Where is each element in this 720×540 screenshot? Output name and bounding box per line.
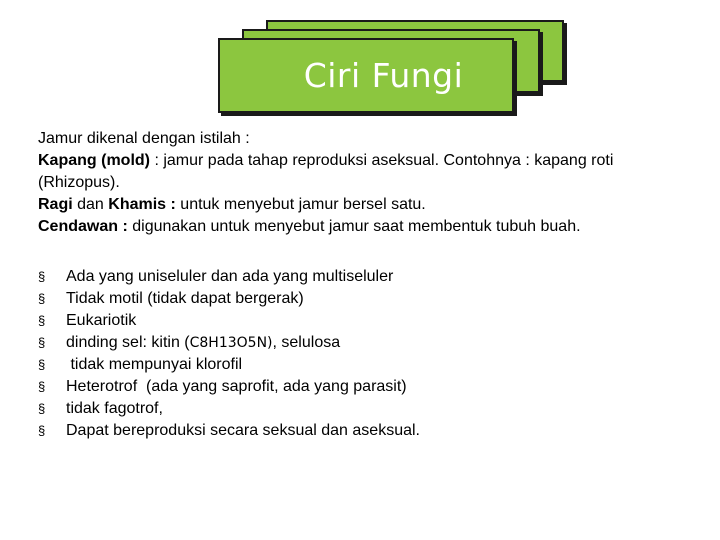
list-item xyxy=(38,288,698,310)
list-item xyxy=(38,354,698,376)
list-item xyxy=(38,266,698,288)
list-item-text: Ada yang uniseluler dan ada yang multiseluler xyxy=(66,268,394,285)
list-item xyxy=(38,420,698,442)
list-item xyxy=(38,332,698,354)
page-title: Ciri Fungi xyxy=(303,56,464,95)
list-item-text xyxy=(66,332,340,354)
list-item-text: tidak fagotrof, xyxy=(66,400,163,417)
list-item-text: Heterotrof (ada yang saprofit, ada yang parasit) xyxy=(66,378,407,395)
square-bullet-icon: § xyxy=(38,313,46,328)
chitin-formula: C8H13O5N) xyxy=(189,335,273,351)
list-item-text: tidak mempunyai klorofil xyxy=(66,356,243,373)
title-card-front xyxy=(218,38,514,113)
ragi-term: Ragi xyxy=(38,196,73,213)
intro-line-1-text: Jamur dikenal dengan istilah : xyxy=(38,130,250,147)
intro-line-kapang-example xyxy=(38,172,698,194)
list-item-text: Eukariotik xyxy=(66,312,137,329)
characteristics-list xyxy=(38,266,698,442)
intro-paragraph xyxy=(38,128,698,238)
intro-line-cendawan xyxy=(38,216,698,238)
khamis-term: Khamis : xyxy=(108,196,176,213)
ragi-and: dan xyxy=(72,196,109,213)
kapang-desc: : jamur pada tahap reproduksi aseksual. Contohnya : kapang roti xyxy=(150,152,614,169)
square-bullet-icon: § xyxy=(38,269,46,284)
square-bullet-icon: § xyxy=(38,423,46,438)
list-item xyxy=(38,376,698,398)
list-item xyxy=(38,398,698,420)
square-bullet-icon: § xyxy=(38,291,46,306)
square-bullet-icon: § xyxy=(38,357,46,372)
kapang-example: (Rhizopus). xyxy=(38,174,120,191)
intro-line-1 xyxy=(38,128,698,150)
list-item xyxy=(38,310,698,332)
title-banner xyxy=(218,18,568,113)
kapang-term: Kapang (mold) xyxy=(38,152,150,169)
list-item-text: Dapat bereproduksi secara seksual dan aseksual. xyxy=(66,422,420,439)
intro-line-ragi xyxy=(38,194,698,216)
list-item-text-suffix: , selulosa xyxy=(272,334,341,351)
square-bullet-icon: § xyxy=(38,379,46,394)
cendawan-desc: digunakan untuk menyebut jamur saat membentuk tubuh buah. xyxy=(127,218,581,235)
list-item-text-prefix: dinding sel: kitin ( xyxy=(66,334,190,351)
cendawan-term: Cendawan : xyxy=(38,218,128,235)
list-item-text: Tidak motil (tidak dapat bergerak) xyxy=(66,290,304,307)
square-bullet-icon: § xyxy=(38,335,46,350)
ragi-desc: untuk menyebut jamur bersel satu. xyxy=(175,196,426,213)
intro-line-kapang xyxy=(38,150,698,172)
square-bullet-icon: § xyxy=(38,401,46,416)
